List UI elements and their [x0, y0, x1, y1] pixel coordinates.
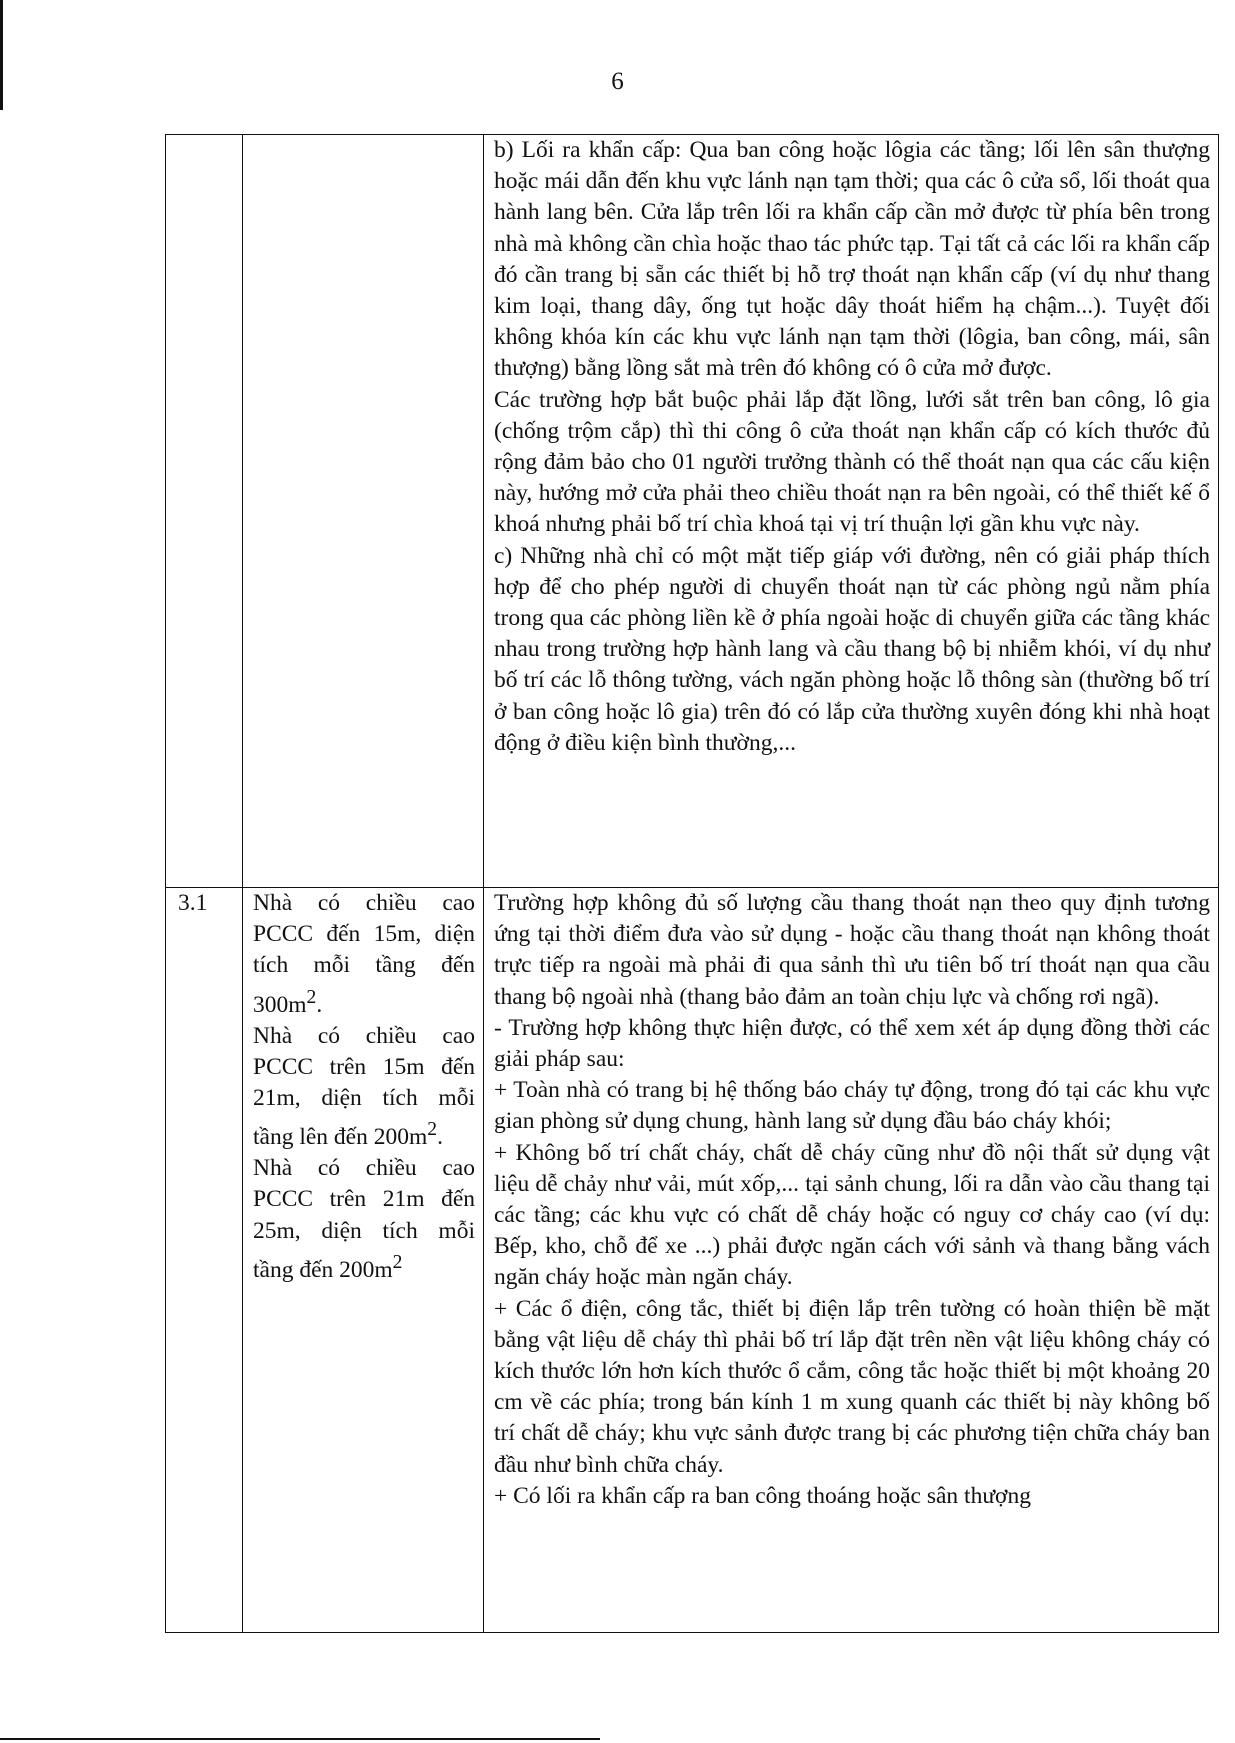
subject-cell — [243, 135, 484, 888]
content-paragraph: c) Những nhà chỉ có một mặt tiếp giáp với đường, nên có giải pháp thích hợp để cho phép người di chuyển thoát nạn từ các phòng ngủ nằm phía trong qua các phòng liền kề ở phía ngoài hoặc di chuyển giữa các tầng khác nhau trong trường hợp hành lang và cầu thang bộ bị nhiễm khói, ví dụ như bố trí các lỗ thông tường, vách ngăn phòng hoặc lỗ thông sàn (thường bố trí ở ban công hoặc lô gia) trên đó có lắp cửa thường xuyên đóng khi nhà hoạt động ở điều kiện bình thường,... — [494, 542, 1210, 756]
index-cell: 3.1 — [166, 888, 243, 1633]
content-paragraph: + Toàn nhà có trang bị hệ thống báo cháy tự động, trong đó tại các khu vực gian phòng sử dụng chung, hành lang sử dụng đầu báo cháy khói; — [494, 1077, 1210, 1135]
content-cell — [484, 135, 1219, 888]
subject-paragraph: Nhà có chiều cao PCCC đến 15m, diện tích mỗi tầng đến $300m^2$. — [253, 890, 475, 1018]
subject-paragraph: Nhà có chiều cao PCCC trên 21m đến 25m, diện tích mỗi tầng đến $200m^2$ — [253, 1155, 475, 1283]
subject-cell — [243, 888, 484, 1633]
content-paragraph: b) Lối ra khẩn cấp: Qua ban công hoặc lôgia các tầng; lối lên sân thượng hoặc mái dẫn đến khu vực lánh nạn tạm thời; qua các ô cửa sổ, lối thoát qua hành lang bên. Cửa lắp trên lối ra khẩn cấp cần mở được từ phía bên trong nhà mà không cần chìa hoặc thao tác phức tạp. Tại tất cả các lối ra khẩn cấp đó cần trang bị sẵn các thiết bị hỗ trợ thoát nạn khẩn cấp (ví dụ như thang kim loại, thang dây, ống tụt hoặc dây thoát hiểm hạ chậm...). Tuyệt đối không khóa kín các khu vực lánh nạn tạm thời (lôgia, ban công, mái, sân thượng) bằng lồng sắt mà trên đó không có ô cửa mở được. — [494, 137, 1210, 382]
content-paragraph: Trường hợp không đủ số lượng cầu thang thoát nạn theo quy định tương ứng tại thời điểm đưa vào sử dụng - hoặc cầu thang thoát nạn không thoát trực tiếp ra ngoài mà phải đi qua sảnh thì ưu tiên bố trí thoát nạn qua cầu thang bộ ngoài nhà (thang bảo đảm an toàn chịu lực và chống rơi ngã). — [494, 890, 1210, 1010]
content-cell — [484, 888, 1219, 1633]
regulation-table — [165, 134, 1219, 1633]
scan-edge-bottom — [0, 1738, 600, 1740]
content-paragraph: + Các ổ điện, công tắc, thiết bị điện lắp trên tường có hoàn thiện bề mặt bằng vật liệu dễ cháy thì phải bố trí lắp đặt trên nền vật liệu không cháy có kích thước lớn hơn kích thước ổ cắm, công tắc hoặc thiết bị một khoảng 20 cm về các phía; trong bán kính 1 m xung quanh các thiết bị này không bố trí chất dễ cháy; khu vực sảnh được trang bị các phương tiện chữa cháy ban đầu như bình chữa cháy. — [494, 1295, 1210, 1478]
content-paragraph: - Trường hợp không thực hiện được, có thể xem xét áp dụng đồng thời các giải pháp sau: — [494, 1014, 1210, 1073]
content-paragraph: + Không bố trí chất cháy, chất dễ cháy cũng như đồ nội thất sử dụng vật liệu dễ chảy như vải, mút xốp,... tại sảnh chung, lối ra dẫn vào cầu thang tại các tầng; các khu vực có chất dễ cháy hoặc có nguy cơ cháy cao (ví dụ: Bếp, kho, chỗ để xe ...) phải được ngăn cách với sảnh và thang bằng vách ngăn cháy hoặc màn ngăn cháy. — [494, 1139, 1210, 1291]
table-row — [166, 888, 1219, 1633]
content-paragraph: Các trường hợp bắt buộc phải lắp đặt lồng, lưới sắt trên ban công, lô gia (chống trộm cắp) thì thi công ô cửa thoát nạn khẩn cấp có kích thước đủ rộng đảm bảo cho 01 người trưởng thành có thể thoát nạn qua các cấu kiện này, hướng mở cửa phải theo chiều thoát nạn ra bên ngoài, có thể thiết kế ổ khoá nhưng phải bố trí chìa khoá tại vị trí thuận lợi gần khu vực này. — [494, 386, 1210, 538]
page-number: 6 — [611, 68, 624, 95]
subject-paragraph: Nhà có chiều cao PCCC trên 15m đến 21m, diện tích mỗi tầng lên đến $200m^2$. — [253, 1022, 475, 1151]
index-cell — [166, 135, 243, 888]
content-paragraph: + Có lối ra khẩn cấp ra ban công thoáng hoặc sân thượng — [494, 1482, 1031, 1509]
table-row — [166, 135, 1219, 888]
